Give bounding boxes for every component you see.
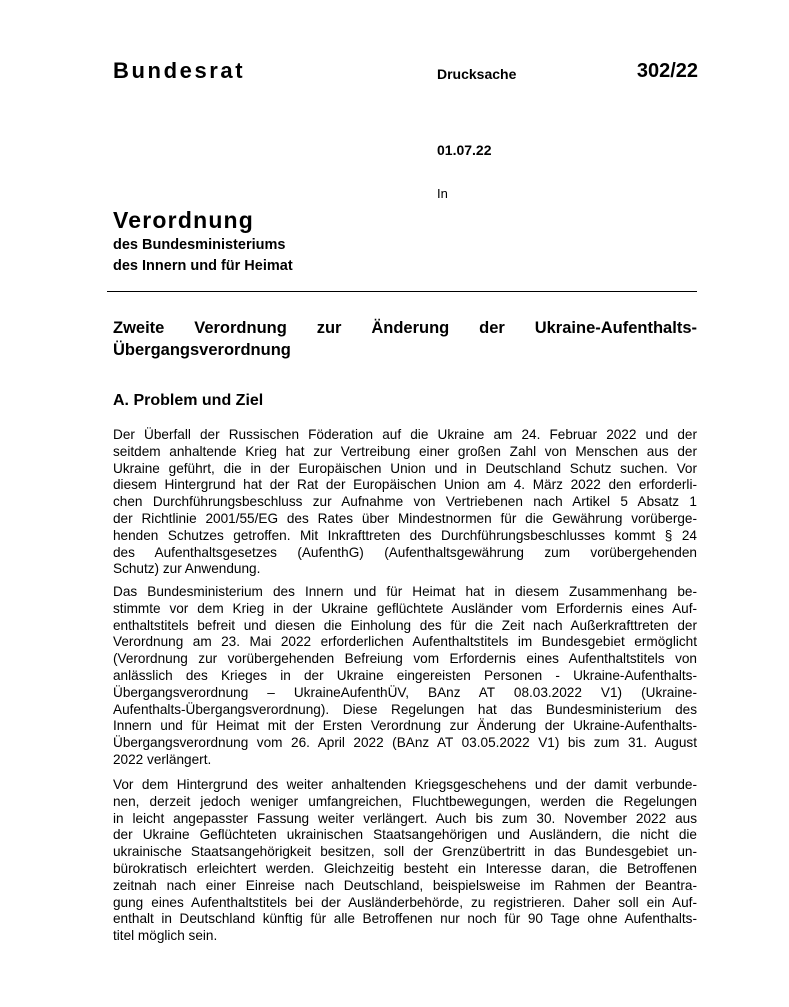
- text-line: der Ukraine Geflüchteten ukrainischen Staatsangehörigen und Ausländern, die nicht die: [113, 827, 697, 843]
- text-line: enthaltstitels befreit und diesen die Einholung des für die Zeit nach Außerkrafttreten der: [113, 617, 697, 633]
- ministry-line: des Bundesministeriums: [113, 237, 286, 253]
- text-line: nen, derzeit jedoch weniger umfangreichen, Fluchtbewegungen, werden die Regelungen: [113, 793, 697, 809]
- body-paragraph: [113, 584, 697, 779]
- title-line: Übergangsverordnung: [113, 341, 291, 359]
- document-date: 01.07.22: [437, 142, 492, 158]
- text-line: Übergangsverordnung vom 26. April 2022 (BAnz AT 03.05.2022 V1) bis zum 31. August: [113, 735, 697, 751]
- document-title: [113, 317, 697, 361]
- ministry-line: des Innern und für Heimat: [113, 258, 293, 274]
- text-line: bürokratisch erleichtert werden. Gleichzeitig besteht ein Interesse daran, die Betroffenen: [113, 860, 697, 876]
- text-line: anlässlich des Krieges in der Ukraine eingereisten Personen - Ukraine-Aufenthalts-: [113, 667, 697, 683]
- text-line: zeitnah nach einer Einreise nach Deutschland, beispielsweise im Rahmen der Beantra-: [113, 877, 697, 893]
- text-line: (Verordnung zur vorübergehenden Befreiung vom Erfordernis eines Aufenthaltstitels von: [113, 651, 697, 667]
- text-line: diesem Hintergrund hat der Rat der Europäischen Union am 4. März 2022 den erforderli-: [113, 477, 697, 493]
- text-line: Schutz) zur Anwendung.: [113, 561, 261, 577]
- text-line: titel möglich sein.: [113, 928, 218, 944]
- text-line: henden Schutzes getroffen. Mit Inkrafttreten des Durchführungsbeschlusses kommt § 24: [113, 527, 697, 543]
- text-line: der Richtlinie 2001/55/EG des Rates über Mindestnormen für die Gewährung vorüberge-: [113, 510, 697, 526]
- text-line: in leicht angepasster Fassung weiter verlängert. Auch bis zum 30. November 2022 aus: [113, 810, 697, 826]
- text-line: chen Durchführungsbeschluss zur Aufnahme von Vertriebenen nach Artikel 5 Absatz 1: [113, 494, 697, 510]
- text-line: Ukraine geführt, die in der Europäischen Union und in Deutschland Schutz suchen. Vor: [113, 460, 697, 476]
- text-line: seitdem anhaltende Krieg hat zur Vertreibung einer großen Zahl von Menschen aus der: [113, 443, 697, 459]
- text-line: Vor dem Hintergrund des weiter anhaltenden Kriegsgeschehens und der damit verbunde-: [113, 777, 697, 792]
- title-line: Zweite Verordnung zur Änderung der Ukraine-Aufenthalts-: [113, 319, 697, 337]
- document-type: Verordnung: [113, 207, 255, 233]
- text-line: Aufenthalts-Übergangsverordnung). Diese Regelungen hat das Bundesministerium des: [113, 701, 697, 717]
- body-paragraph: [113, 427, 697, 588]
- text-line: des Aufenthaltsgesetzes (AufenthG) (Aufenthaltsgewährung zum vorübergehenden: [113, 544, 697, 560]
- text-line: Verordnung am 23. Mai 2022 erforderlichen Aufenthaltstitels im Bundesgebiet ermöglicht: [113, 634, 697, 650]
- text-line: Das Bundesministerium des Innern und für Heimat hat in diesem Zusammenhang be-: [113, 584, 697, 599]
- divider-line: [107, 291, 697, 292]
- text-line: gung eines Aufenthaltstitels bei der Ausländerbehörde, zu registrieren. Daher soll ein Auf-: [113, 894, 697, 910]
- text-line: 2022 verlängert.: [113, 751, 212, 767]
- text-line: Innern und für Heimat mit der Ersten Verordnung zur Änderung der Ukraine-Aufenthalts-: [113, 718, 697, 734]
- section-heading: A. Problem und Ziel: [113, 392, 264, 409]
- text-line: enthalt in Deutschland künftig für alle Betroffenen nur noch für 90 Tage ohne Aufenthalts-: [113, 911, 697, 927]
- body-paragraph: [113, 777, 697, 955]
- text-line: Der Überfall der Russischen Föderation auf die Ukraine am 24. Februar 2022 und der: [113, 427, 697, 442]
- in-label: In: [437, 186, 448, 201]
- text-line: ukrainische Staatsangehörigkeit besitzen, soll der Grenzübertritt in das Bundesgebiet un-: [113, 844, 697, 860]
- text-line: stimmte vor dem Krieg in der Ukraine geflüchtete Ausländer vom Erfordernis eines Auf-: [113, 600, 697, 616]
- issuer-name: Bundesrat: [113, 58, 246, 83]
- text-line: Übergangsverordnung – UkraineAufenthÜV, BAnz AT 08.03.2022 V1) (Ukraine-: [113, 684, 697, 700]
- document-number: 302/22: [636, 60, 698, 82]
- document-label: Drucksache: [437, 66, 517, 82]
